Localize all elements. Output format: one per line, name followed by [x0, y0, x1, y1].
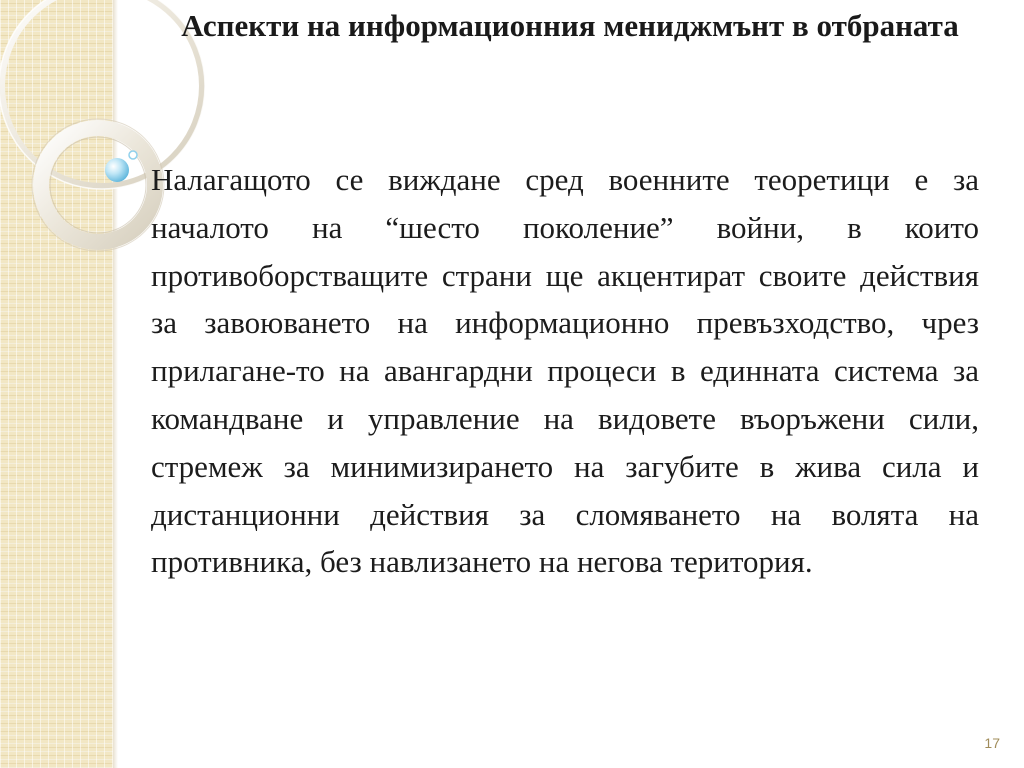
blue-bead — [105, 158, 129, 182]
body-paragraph: Налагащото се виждане сред военните теоретици е за началото на “шесто поколение” войни, в които противоборстващите страни ще акцентират своите действия за завоюването на информационно превъзходство, чрез прилагане-то на авангардни процеси в единната система за командване и управление на видовете въоръжени сили, стремеж за минимизирането на загубите в жива сила и дистанционни действия за сломяването на волята на противника, без навлизането на негова територия. — [151, 162, 979, 580]
slide-title: Аспекти на информационния мениджмънт в отбраната — [181, 8, 959, 43]
page-number: 17 — [984, 735, 1000, 751]
small-bead — [129, 151, 137, 159]
